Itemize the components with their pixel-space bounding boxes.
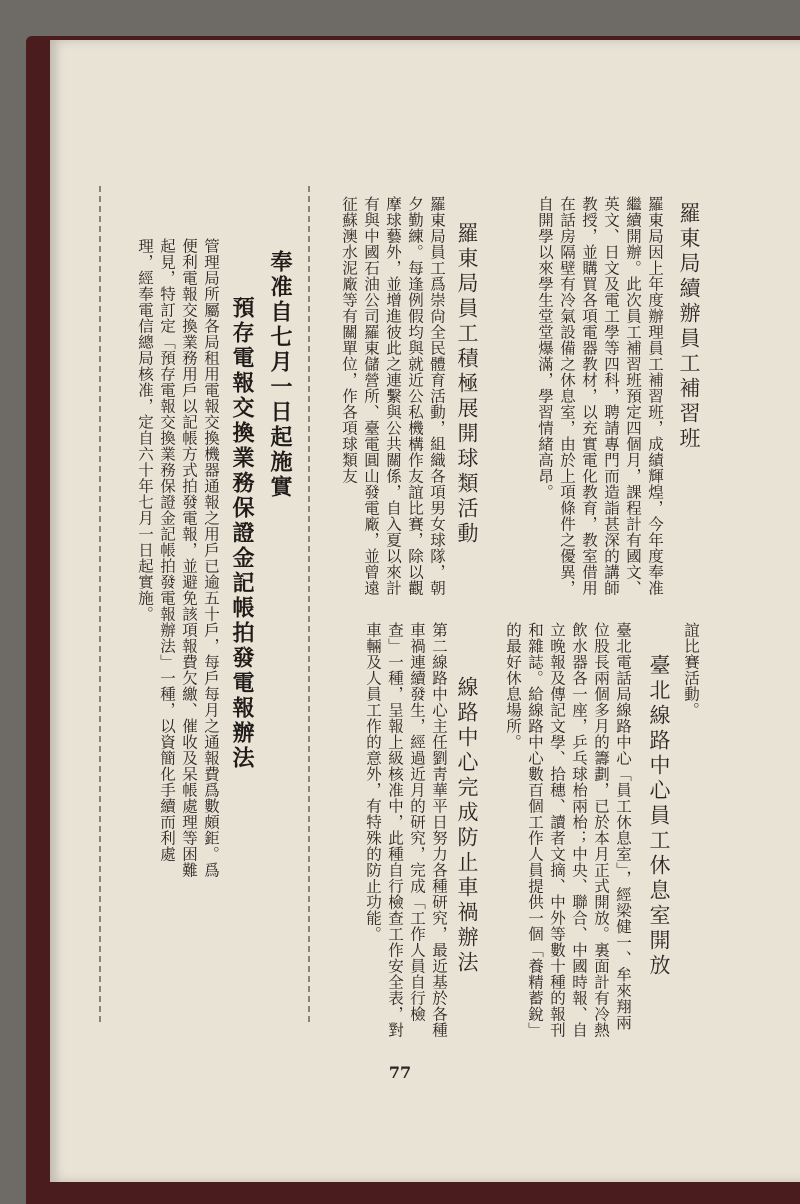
article-title-ball-games: 羅東局員工積極展開球類活動 (455, 222, 479, 547)
notice-title-date: 奉准自七月一日起施實 (267, 250, 292, 500)
notice-title-main: 預存電報交換業務保證金記帳拍發電報辦法 (229, 296, 254, 771)
article-title-rest-room: 臺北線路中心員工休息室開放 (647, 654, 671, 979)
article-title-luodong-class: 羅東局續辦員工補習班 (677, 202, 701, 452)
page-number: 77 (388, 1063, 412, 1082)
article-continuation: 誼比賽活動。 (682, 622, 700, 718)
notice-body: 管理局所屬各局租用電報交換機器通報之用戶已逾五十戶，每戶每月之通報費爲數頗鉅。爲便利電報交換業務用戶以記帳方式拍發電報，並避免該項報費欠繳、催收及呆帳處理等困難起見，特訂定「預存電報交換業務保證金記帳拍發電報辦法」一種，以資簡化手續而利處理，經奉電信總局核准，定自六十年七月一日起實施。 (136, 238, 220, 878)
article-body-luodong-class: 羅東局因上年度辦理員工補習班，成績輝煌，今年度奉准繼續開辦。此次員工補習班預定四個月，課程計有國文、英文、日文及電工學等四科，聘請專門而造詣甚深的講師教授，並購買各項電器教材，以充實電化教育，教室借用在話房隔壁有冷氣設備之休息室，由於上項條件之優異，自開學以來學生堂堂爆滿，學習情緒高昂。 (536, 196, 664, 596)
article-body-rest-room: 臺北電話局線路中心「員工休息室」，經梁健一、牟來翔兩位股長兩個多月的籌劃，已於本月正式開放。裏面計有冷熱飲水器各一座，乒乓球枱兩枱；中央、聯合、中國時報、自立晚報及傳記文學、拾穗、讀者文摘、中外等數十種的報刊和雜誌。給線路中心數百個工作人員提供一個「養精蓄銳」的最好休息場所。 (504, 622, 632, 1038)
article-body-accident-prevention: 第二線路中心主任劉靑華平日努力各種研究，最近基於各種車禍連續發生，經過近月的研究，完成「工作人員自行檢查」一種，呈報上級核准中，此種自行檢查工作安全表，對車輛及人員工作的意外，有特殊的防止功能。 (364, 622, 448, 1038)
article-title-accident-prevention: 線路中心完成防止車禍辦法 (455, 676, 479, 976)
article-body-ball-games: 羅東局員工爲崇尙全民體育活動，組織各項男女球隊，朝夕勤練。每逢例假均與就近公私機構作友誼比賽，除以觀摩球藝外，並增進彼此之連繫與公共關係，自入夏以來計有與中國石油公司羅東儲營所、臺電圓山發電廠，並曾遠征蘇澳水泥廠等有關單位，作各項球類友 (340, 196, 446, 596)
